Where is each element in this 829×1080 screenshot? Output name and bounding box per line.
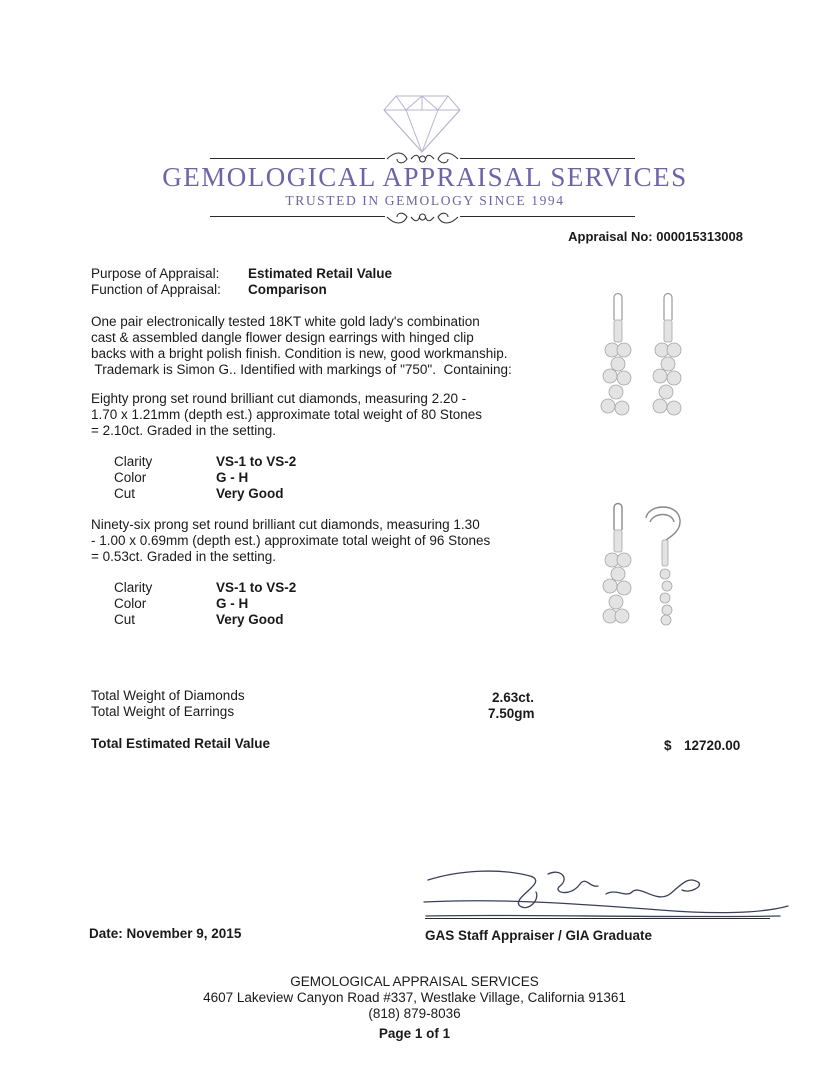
footer-phone: (818) 879-8036 <box>368 1006 461 1021</box>
diamond-group-1-line: Eighty prong set round brilliant cut diamonds, measuring 2.20 - <box>91 391 467 406</box>
ornament-flourish-bottom-icon <box>385 207 460 227</box>
appraiser-signature <box>420 858 795 923</box>
diamond-group-2-description <box>91 517 531 565</box>
description-line: One pair electronically tested 18KT white gold lady's combination <box>91 314 480 329</box>
company-tagline: TRUSTED IN GEMOLOGY SINCE 1994 <box>285 193 565 208</box>
grade-color-value: G - H <box>216 470 249 485</box>
earrings-front-photo <box>588 290 698 430</box>
total-diamonds-label: Total Weight of Diamonds <box>91 688 245 703</box>
grade-clarity-value: VS-1 to VS-2 <box>216 580 297 595</box>
header-rule-bottom-left <box>210 216 385 217</box>
total-diamonds-value: 2.63ct. <box>492 690 535 705</box>
grade-cut-label: Cut <box>114 612 136 627</box>
header-rule-bottom-right <box>460 216 635 217</box>
total-retail-currency: $ <box>664 738 672 753</box>
grade-color-label: Color <box>114 470 147 485</box>
diamond-group-1-line: 1.70 x 1.21mm (depth est.) approximate total weight of 80 Stones <box>91 407 482 422</box>
diamond-logo-icon <box>382 92 462 154</box>
grade-clarity-value: VS-1 to VS-2 <box>216 454 297 469</box>
grade-cut-label: Cut <box>114 486 136 501</box>
appraisal-date: Date: November 9, 2015 <box>89 926 242 941</box>
grade-cut-value: Very Good <box>216 612 284 627</box>
grade-cut-value: Very Good <box>216 486 284 501</box>
total-earrings-label: Total Weight of Earrings <box>91 704 235 719</box>
diamond-group-1-line: = 2.10ct. Graded in the setting. <box>91 423 276 438</box>
header-rule-top-right <box>460 158 635 159</box>
diamond-group-2-line: - 1.00 x 0.69mm (depth est.) approximate total weight of 96 Stones <box>91 533 491 548</box>
item-description <box>91 314 531 378</box>
diamond-group-1-description <box>91 391 531 439</box>
footer-address: 4607 Lakeview Canyon Road #337, Westlake Village, California 91361 <box>203 990 626 1005</box>
grade-color-label: Color <box>114 596 147 611</box>
total-retail-label: Total Estimated Retail Value <box>91 736 271 751</box>
diamond-group-2-line: Ninety-six prong set round brilliant cut diamonds, measuring 1.30 <box>91 517 480 532</box>
purpose-label: Purpose of Appraisal: <box>91 266 220 281</box>
total-earrings-value: 7.50gm <box>488 706 535 721</box>
page-number: Page 1 of 1 <box>378 1026 451 1041</box>
appraisal-number: Appraisal No: 000015313008 <box>568 229 743 244</box>
description-line: backs with a bright polish finish. Condition is new, good workmanship. <box>91 346 508 361</box>
signature-line <box>425 918 770 919</box>
appraiser-title: GAS Staff Appraiser / GIA Graduate <box>425 928 653 943</box>
function-label: Function of Appraisal: <box>91 282 221 297</box>
grade-clarity-label: Clarity <box>114 580 153 595</box>
diamond-group-2-line: = 0.53ct. Graded in the setting. <box>91 549 276 564</box>
purpose-value: Estimated Retail Value <box>248 266 393 281</box>
header-rule-top-left <box>210 158 385 159</box>
company-name: GEMOLOGICAL APPRAISAL SERVICES <box>162 162 688 192</box>
function-value: Comparison <box>248 282 327 297</box>
total-retail-value: 12720.00 <box>684 738 741 753</box>
earrings-side-photo <box>588 500 698 630</box>
grade-clarity-label: Clarity <box>114 454 153 469</box>
grade-color-value: G - H <box>216 596 249 611</box>
description-line: Trademark is Simon G.. Identified with markings of "750". Containing: <box>91 362 512 377</box>
description-line: cast & assembled dangle flower design earrings with hinged clip <box>91 330 474 345</box>
footer-company: GEMOLOGICAL APPRAISAL SERVICES <box>290 974 539 989</box>
